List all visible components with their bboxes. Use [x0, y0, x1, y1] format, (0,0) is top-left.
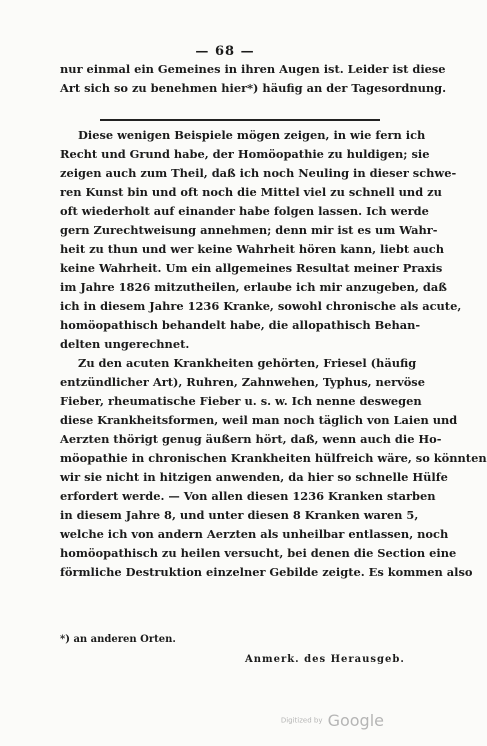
digitization-watermark [281, 710, 384, 730]
text-line: entzündlicher Art), Ruhren, Zahnwehen, Typhus, nervöse [60, 375, 425, 389]
text-line: ren Kunst bin und oft noch die Mittel viel zu schnell und zu [60, 185, 442, 199]
text-line: delten ungerechnet. [60, 337, 190, 351]
section-divider [100, 119, 380, 121]
text-line: homöopathisch behandelt habe, die allopathisch Behan- [60, 318, 421, 332]
text-line: keine Wahrheit. Um ein allgemeines Resultat meiner Praxis [60, 261, 443, 275]
text-line: möopathie in chronischen Krankheiten hülfreich wäre, so könnten [60, 451, 487, 465]
google-logo: Google [327, 711, 384, 730]
text-line: Aerzten thörigt genug äußern hört, daß, wenn auch die Ho- [60, 432, 442, 446]
text-line: nur einmal ein Gemeines in ihren Augen ist. Leider ist diese [60, 62, 446, 76]
page-number: — 68 — [195, 44, 255, 59]
footnote [60, 634, 410, 645]
text-line: in diesem Jahre 8, und unter diesen 8 Kranken waren 5, [60, 508, 419, 522]
text-line: diese Krankheitsformen, weil man noch täglich von Laien und [60, 413, 458, 427]
footnote-text: *) an anderen Orten. [60, 634, 176, 645]
text-line: oft wiederholt auf einander habe folgen lassen. Ich werde [60, 204, 429, 218]
text-line: im Jahre 1826 mitzutheilen, erlaube ich mir anzugeben, daß [60, 280, 447, 294]
text-line: ich in diesem Jahre 1236 Kranke, sowohl chronische als acute, [60, 299, 462, 313]
text-line: homöopathisch zu heilen versucht, bei denen die Section eine [60, 546, 457, 560]
text-line: Recht und Grund habe, der Homöopathie zu huldigen; sie [60, 147, 430, 161]
text-line: welche ich von andern Aerzten als unheilbar entlassen, noch [60, 527, 449, 541]
main-paragraphs [60, 126, 487, 582]
text-line: heit zu thun und wer keine Wahrheit hören kann, liebt auch [60, 242, 445, 256]
text-line: gern Zurechtweisung annehmen; denn mir ist es um Wahr- [60, 223, 438, 237]
text-line: zeigen auch zum Theil, daß ich noch Neuling in dieser schwe- [60, 166, 457, 180]
carryover-paragraph [60, 60, 447, 98]
text-line: Zu den acuten Krankheiten gehörten, Friesel (häufig [78, 356, 417, 370]
text-line: wir sie nicht in hitzigen anwenden, da hier so schnelle Hülfe [60, 470, 448, 484]
text-line: Art sich so zu benehmen hier*) häufig an der Tagesordnung. [60, 81, 447, 95]
text-line: Diese wenigen Beispiele mögen zeigen, in wie fern ich [78, 128, 426, 142]
text-line: Fieber, rheumatische Fieber u. s. w. Ich nenne deswegen [60, 394, 422, 408]
footnote-signature: Anmerk. des Herausgeb. [245, 654, 405, 665]
text-line: erfordert werde. — Von allen diesen 1236 Kranken starben [60, 489, 436, 503]
watermark-prefix: Digitized by [280, 716, 323, 725]
text-line: förmliche Destruktion einzelner Gebilde zeigte. Es kommen also [60, 565, 473, 579]
